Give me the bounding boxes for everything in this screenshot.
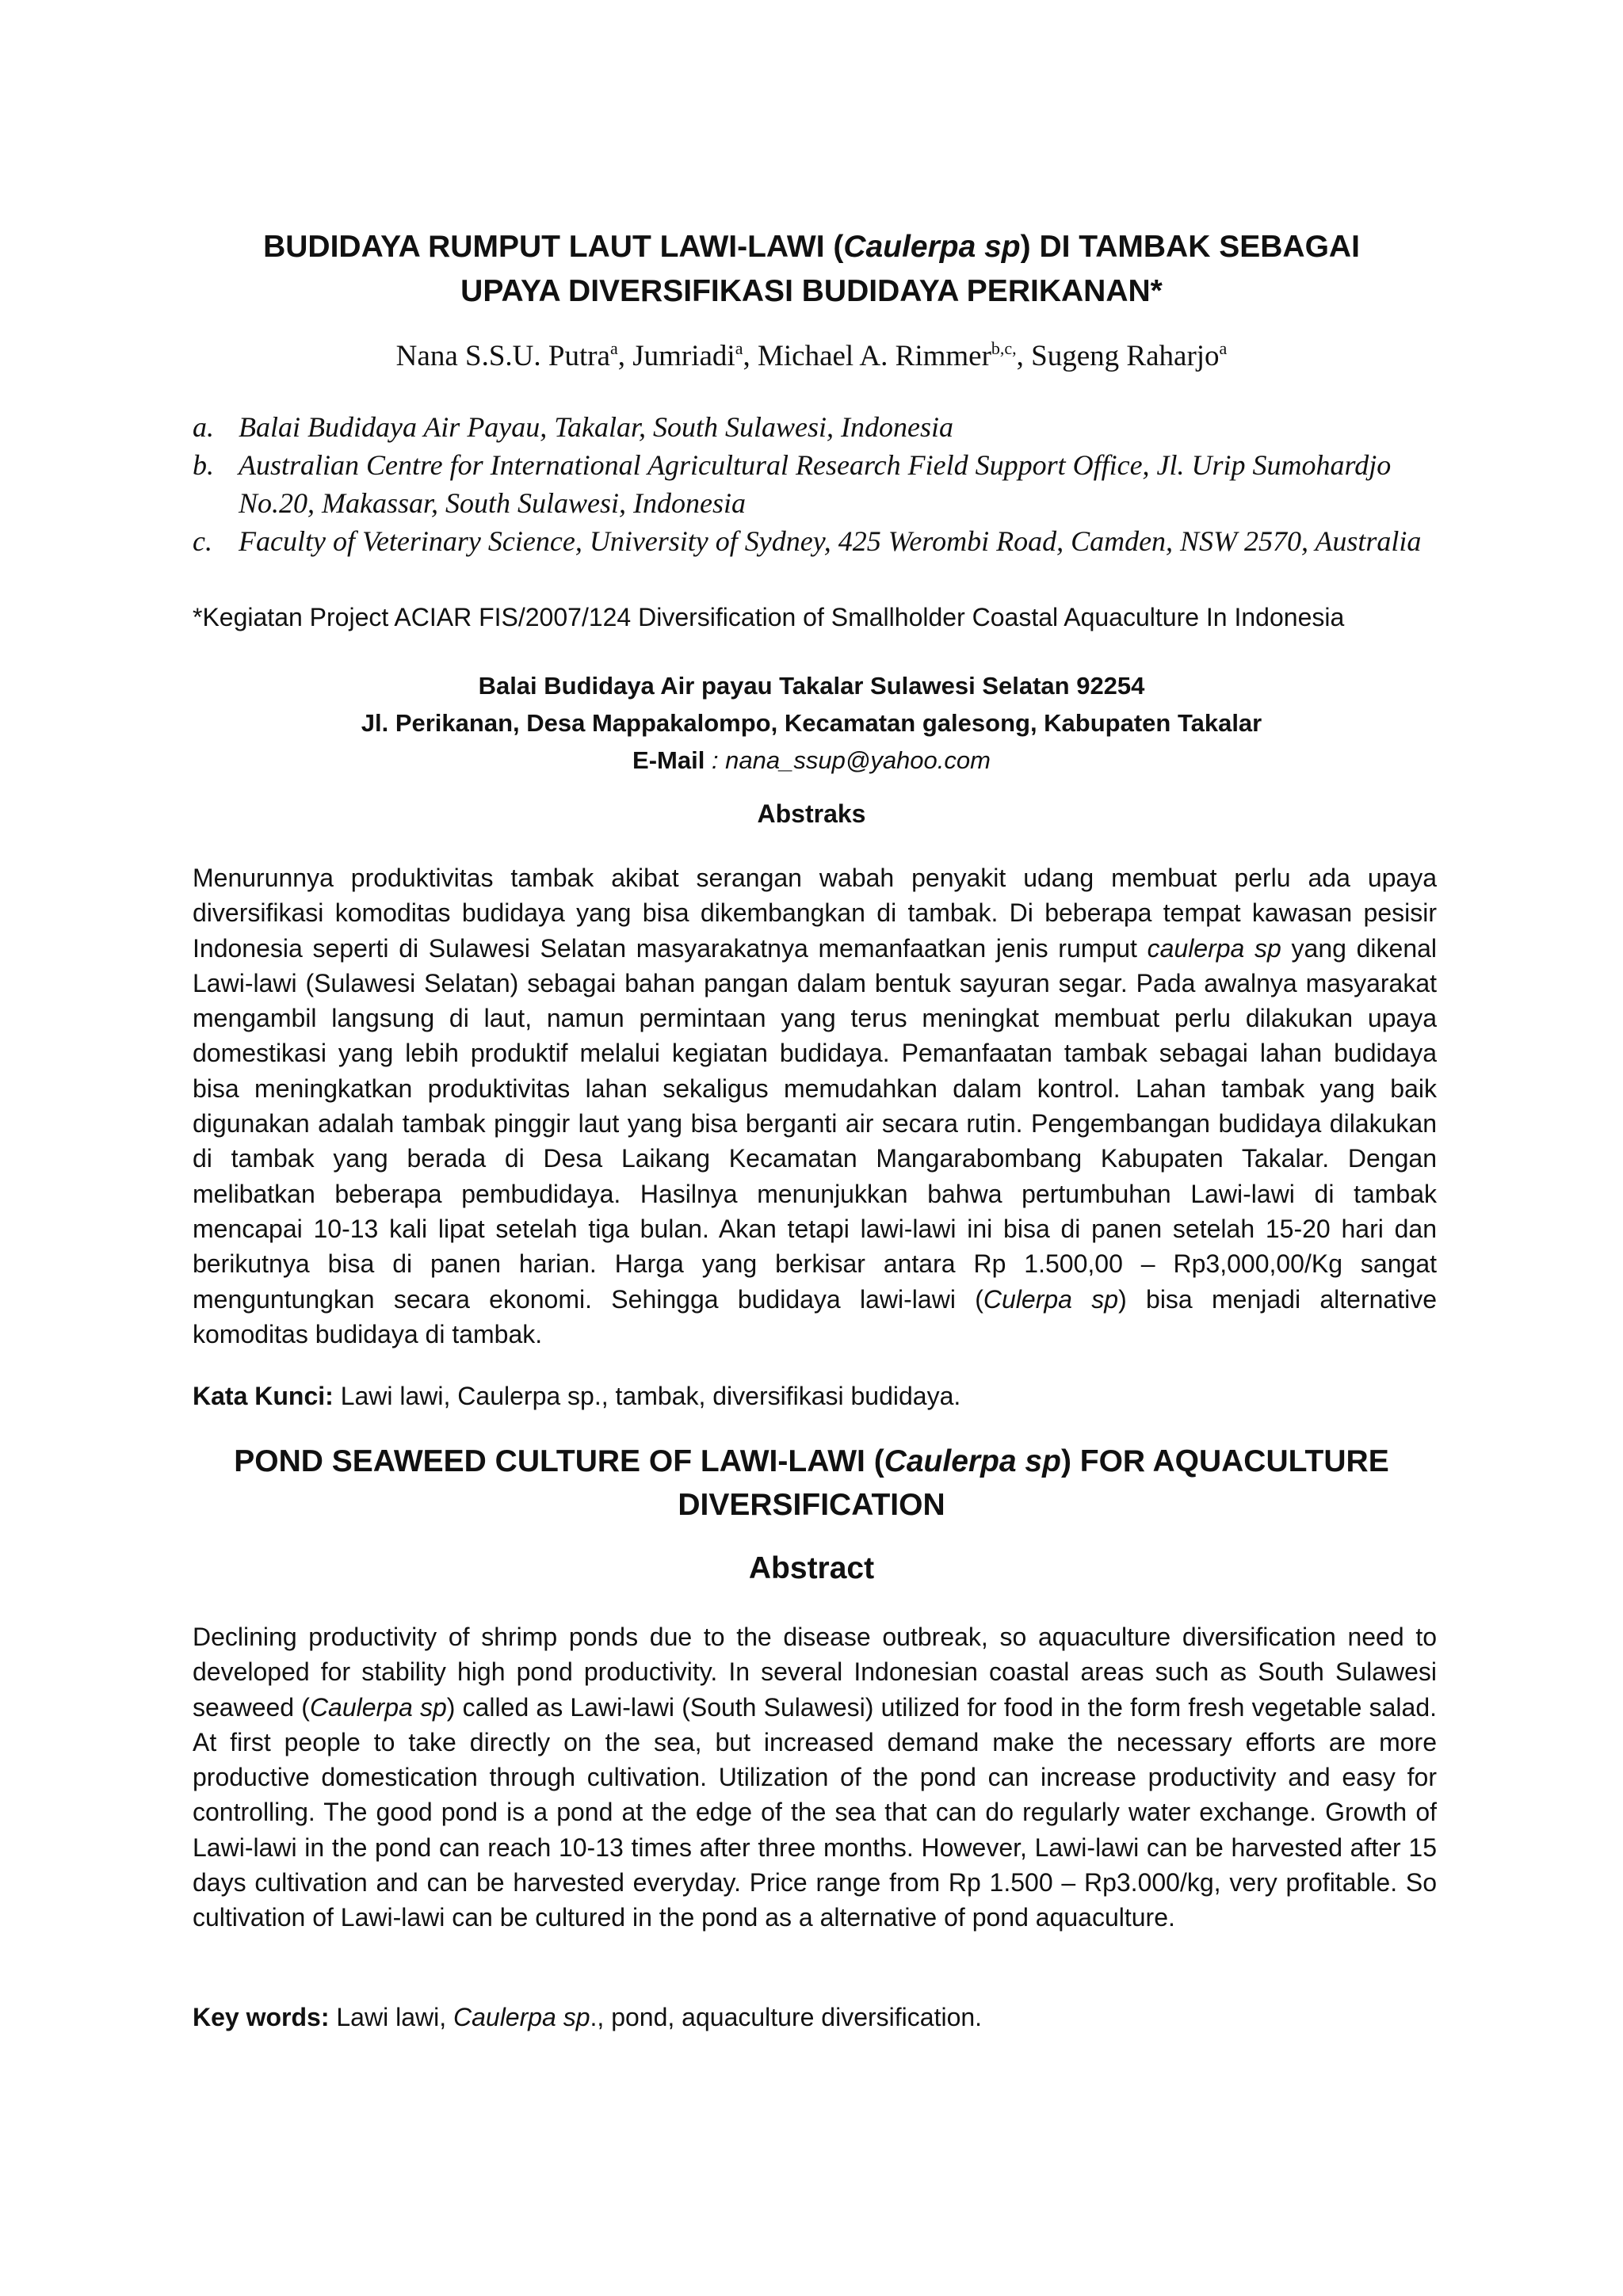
key-words: Key words: Lawi lawi, Caulerpa sp., pond, aquaculture diversification. [193,2003,983,2031]
abstract-heading: Abstract [748,1551,875,1585]
abstrak-paragraph: Menurunnya produktivitas tambak akibat serangan wabah penyakit udang membuat perlu ada upaya diversifikasi komoditas budidaya yang bisa dikembangkan di tambak. Di beberapa tempat kawasan pesisir Indonesia seperti di Sulawesi Selatan masyarakatnya memanfaatkan jenis rumput caulerpa sp yang dikenal Lawi-lawi (Sulawesi Selatan) sebagai bahan pangan dalam bentuk sayuran segar. Pada awalnya masyarakat mengambil langsung di laut, namun permintaan yang terus meningkat membuat perlu dilakukan upaya domestikasi yang lebih produktif melalui kegiatan budidaya. Pemanfaatan tambak sebagai lahan budidaya bisa meningkatkan produktivitas lahan sekaligus memudahkan dalam kontrol. Lahan tambak yang baik digunakan adalah tambak pinggir laut yang bisa berganti air secara rutin. Pengembangan budidaya dilakukan di tambak yang berada di Desa Laikang Kecamatan Mangarabombang Kabupaten Takalar. Dengan melibatkan beberapa pembudidaya. Hasilnya menunjukkan bahwa pertumbuhan Lawi-lawi di tambak mencapai 10-13 kali lipat setelah tiga bulan. Akan tetapi lawi-lawi ini bisa di panen setelah 15-20 hari dan berikutnya bisa di panen harian. Harga yang berkisar antara Rp 1.500,00 – Rp3,000,00/Kg sangat menguntungkan secara ekonomi. Sehingga budidaya lawi-lawi (Culerpa sp) bisa menjadi alternative komoditas budidaya di tambak. [193,864,1438,1348]
english-title: POND SEAWEED CULTURE OF LAWI-LAWI (Caulerpa sp) FOR AQUACULTURE DIVERSIFICATION [234,1444,1389,1522]
affiliation-item: b. Australian Centre for International Agricultural Research Field Support Office, Jl. Urip Sumohardjo No.20, Makassar, South Sulawesi, Indonesia [193,449,1392,519]
species-name: Caulerpa sp [884,1444,1061,1478]
affiliation-list [193,408,1461,560]
institution-address: Jl. Perikanan, Desa Mappakalompo, Kecamatan galesong, Kabupaten Takalar [361,709,1262,737]
email-line: E-Mail : nana_ssup@yahoo.com [632,746,991,774]
author: Jumriadi$^a$, [632,338,758,372]
author-list [190,337,1433,376]
paper-title: BUDIDAYA RUMPUT LAUT LAWI-LAWI (Caulerpa sp) DI TAMBAK SEBAGAI UPAYA DIVERSIFIKASI BUDIDAYA PERIKANAN* [263,230,1360,308]
author: Nana S.S.U. Putra$^a$, [395,338,633,372]
affiliation-item: a. Balai Budidaya Air Payau, Takalar, South Sulawesi, Indonesia [193,411,953,443]
affiliation-item: c. Faculty of Veterinary Science, University of Sydney, 425 Werombi Road, Camden, NSW 2570, Australia [193,525,1422,557]
species-name: Caulerpa sp [843,230,1021,264]
institution-block [190,667,1433,779]
project-footnote: *Kegiatan Project ACIAR FIS/2007/124 Diversification of Smallholder Coastal Aquaculture In Indonesia [193,603,1345,631]
institution-name: Balai Budidaya Air payau Takalar Sulawesi Selatan 92254 [478,672,1145,700]
kata-kunci: Kata Kunci: Lawi lawi, Caulerpa sp., tambak, diversifikasi budidaya. [193,1382,961,1410]
author: Sugeng Raharjo$^a$ [1031,338,1228,372]
author: Michael A. Rimmer$^{b,c,}$, [757,338,1032,372]
abstrak-heading: Abstraks [757,799,866,828]
email-link[interactable]: : nana_ssup@yahoo.com [705,746,991,774]
abstract-paragraph: Declining productivity of shrimp ponds due to the disease outbreak, so aquaculture diversification need to developed for stability high pond productivity. In several Indonesian coastal areas such as South Sulawesi seaweed (Caulerpa sp) called as Lawi-lawi (South Sulawesi) utilized for food in the form fresh vegetable salad. At first people to take directly on the sea, but increased demand make the necessary efforts are more productive domestication through cultivation. Utilization of the pond can increase productivity and easy for controlling. The good pond is a pond at the edge of the sea that can do regularly water exchange. Growth of Lawi-lawi in the pond can reach 10-13 times after three months. However, Lawi-lawi can be harvested after 15 days cultivation and can be harvested everyday. Price range from Rp 1.500 – Rp3.000/kg, very profitable. So cultivation of Lawi-lawi can be cultured in the pond as a alternative of pond aquaculture. [193,1623,1437,1932]
